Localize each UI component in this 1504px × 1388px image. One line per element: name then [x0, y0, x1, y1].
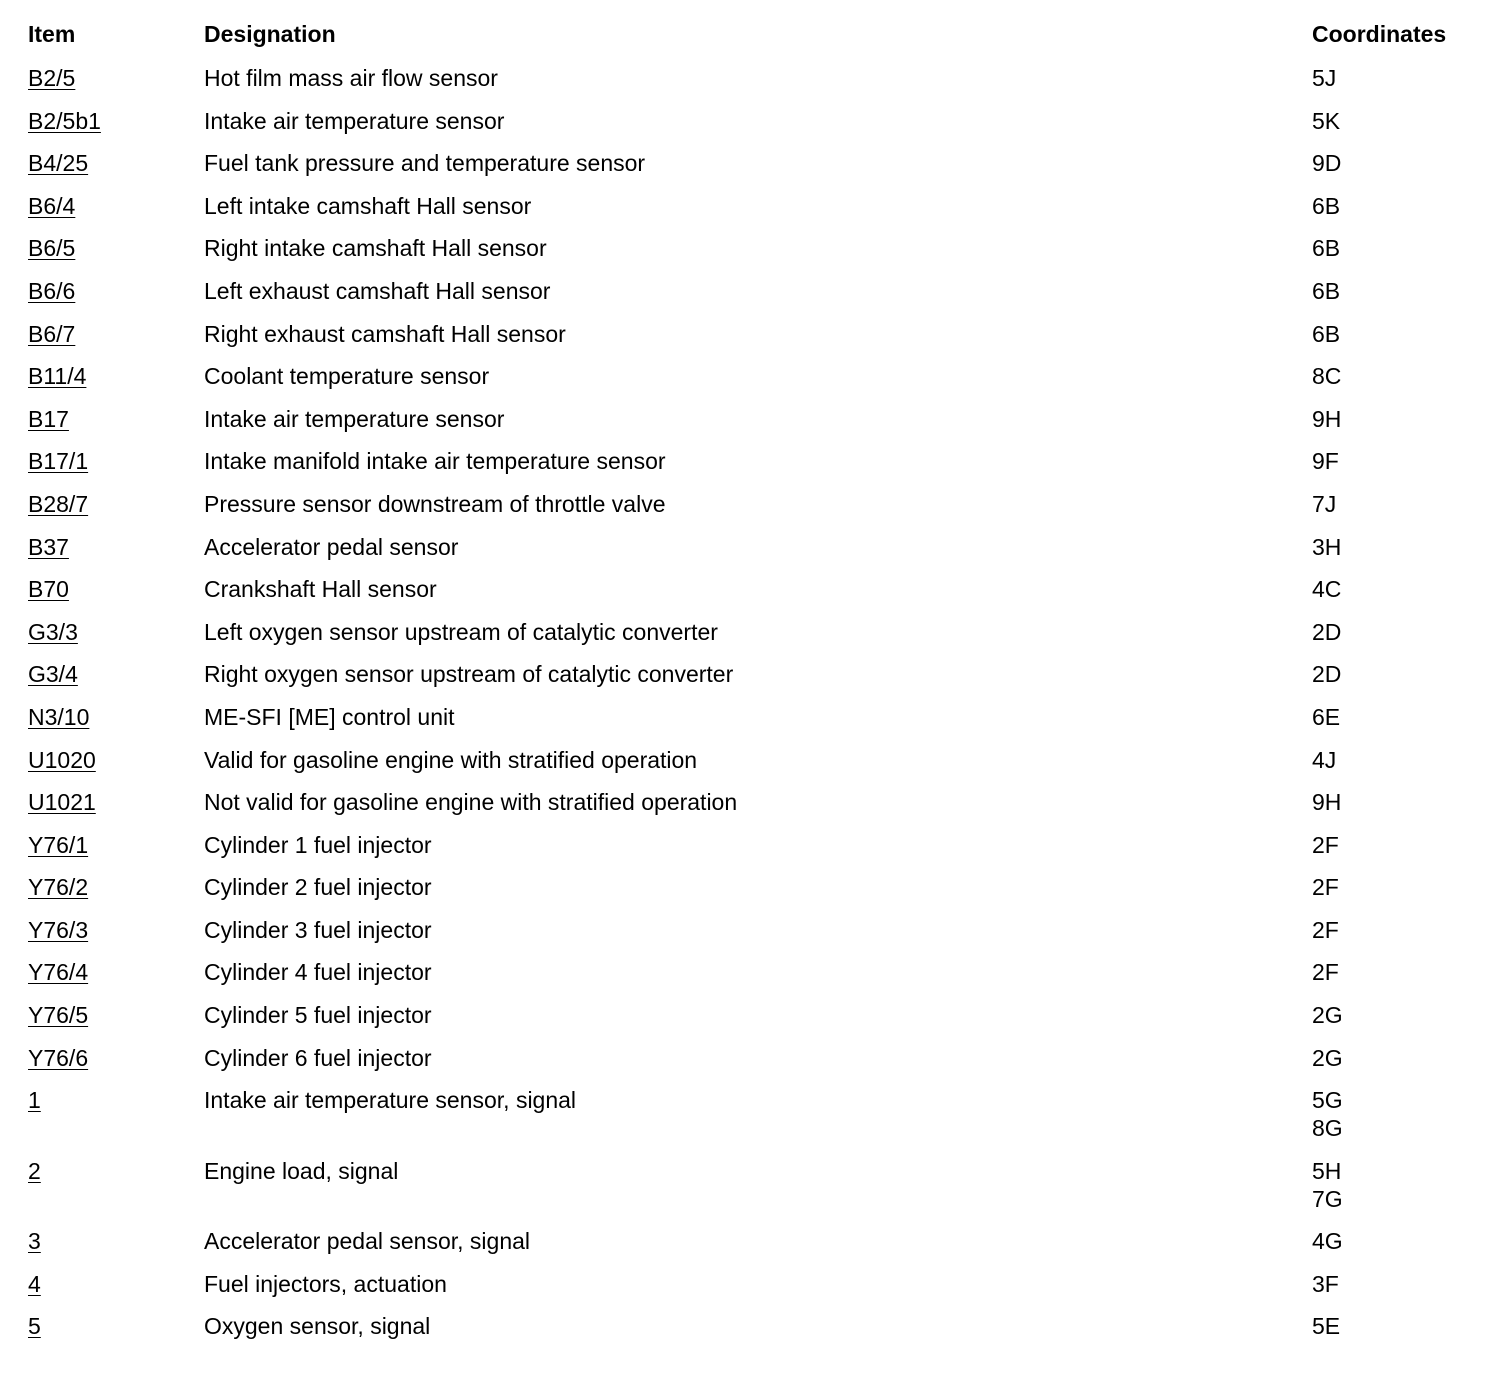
item-cell	[28, 447, 204, 475]
coordinates-cell	[1312, 746, 1488, 774]
coordinates-cell	[1312, 192, 1488, 220]
table-row	[28, 788, 1488, 831]
designation-cell: Intake air temperature sensor	[204, 405, 505, 432]
coordinates-cell	[1312, 1157, 1488, 1213]
table-row	[28, 362, 1488, 405]
designation-cell: Crankshaft Hall sensor	[204, 576, 437, 603]
item-link[interactable]: Y76/1	[28, 831, 89, 858]
designation-cell: Cylinder 3 fuel injector	[204, 916, 432, 943]
designation-cell: Intake air temperature sensor, signal	[204, 1087, 577, 1114]
item-link[interactable]: 2	[28, 1157, 41, 1184]
coordinate-value: 4J	[1312, 746, 1337, 773]
item-link[interactable]: B17	[28, 405, 69, 432]
item-link[interactable]: B2/5b1	[28, 107, 101, 134]
coordinate-value: 7G	[1312, 1185, 1343, 1212]
designation-cell: Cylinder 6 fuel injector	[204, 1044, 432, 1071]
coordinates-cell	[1312, 1270, 1488, 1298]
coordinate-value: 5E	[1312, 1313, 1341, 1340]
table-row	[28, 703, 1488, 746]
coordinates-cell	[1312, 277, 1488, 305]
item-link[interactable]: U1021	[28, 789, 96, 816]
item-link[interactable]: B6/6	[28, 277, 76, 304]
coordinates-cell	[1312, 958, 1488, 986]
table-row	[28, 873, 1488, 916]
item-cell	[28, 1001, 204, 1029]
item-cell	[28, 362, 204, 390]
item-link[interactable]: B37	[28, 533, 69, 560]
coordinates-cell	[1312, 405, 1488, 433]
item-link[interactable]: Y76/6	[28, 1044, 89, 1071]
coordinate-value: 3F	[1312, 1270, 1339, 1297]
coordinate-value: 6B	[1312, 277, 1341, 304]
designation-cell: Accelerator pedal sensor, signal	[204, 1228, 531, 1255]
table-row	[28, 107, 1488, 150]
coordinate-value: 8G	[1312, 1115, 1343, 1142]
table-row	[28, 1312, 1488, 1355]
item-cell	[28, 788, 204, 816]
header-designation: Designation	[204, 21, 336, 47]
designation-cell: Cylinder 2 fuel injector	[204, 874, 432, 901]
item-cell	[28, 746, 204, 774]
designation-cell: Left intake camshaft Hall sensor	[204, 192, 532, 219]
designation-cell: Cylinder 5 fuel injector	[204, 1002, 432, 1029]
coordinates-cell	[1312, 1312, 1488, 1340]
coordinates-cell	[1312, 873, 1488, 901]
coordinates-cell	[1312, 362, 1488, 390]
coordinate-value: 9F	[1312, 448, 1339, 475]
header-coordinates: Coordinates	[1312, 21, 1447, 47]
coordinate-value: 3H	[1312, 533, 1342, 560]
coordinate-value: 2F	[1312, 831, 1339, 858]
table-row	[28, 1157, 1488, 1228]
designation-cell: Right exhaust camshaft Hall sensor	[204, 320, 566, 347]
item-link[interactable]: U1020	[28, 746, 96, 773]
item-cell	[28, 320, 204, 348]
coordinates-cell	[1312, 660, 1488, 688]
coordinate-value: 9H	[1312, 789, 1342, 816]
table-row	[28, 192, 1488, 235]
coordinate-value: 6E	[1312, 703, 1341, 730]
item-link[interactable]: B17/1	[28, 448, 89, 475]
item-cell	[28, 916, 204, 944]
item-link[interactable]: B6/7	[28, 320, 76, 347]
designation-cell: Fuel tank pressure and temperature sensor	[204, 150, 646, 177]
table-row	[28, 1086, 1488, 1157]
coordinate-value: 2D	[1312, 618, 1342, 645]
item-link[interactable]: Y76/3	[28, 916, 89, 943]
coordinates-cell	[1312, 703, 1488, 731]
designation-cell: Left oxygen sensor upstream of catalytic converter	[204, 618, 718, 645]
table-row	[28, 320, 1488, 363]
item-link[interactable]: Y76/4	[28, 959, 89, 986]
item-cell	[28, 1086, 204, 1114]
item-cell	[28, 1312, 204, 1340]
designation-cell: Coolant temperature sensor	[204, 363, 490, 390]
table-row	[28, 234, 1488, 277]
item-cell	[28, 64, 204, 92]
table-header	[28, 20, 1488, 64]
table-row	[28, 490, 1488, 533]
coordinate-value: 7J	[1312, 490, 1337, 517]
item-link[interactable]: N3/10	[28, 703, 90, 730]
item-cell	[28, 1157, 204, 1185]
item-link[interactable]: B70	[28, 576, 69, 603]
item-link[interactable]: 1	[28, 1087, 41, 1114]
item-cell	[28, 873, 204, 901]
item-cell	[28, 405, 204, 433]
item-cell	[28, 192, 204, 220]
table-row	[28, 64, 1488, 107]
item-cell	[28, 533, 204, 561]
item-link[interactable]: 5	[28, 1313, 41, 1340]
designation-cell: Oxygen sensor, signal	[204, 1313, 431, 1340]
coordinate-value: 6B	[1312, 235, 1341, 262]
coordinates-cell	[1312, 831, 1488, 859]
item-link[interactable]: Y76/5	[28, 1002, 89, 1029]
item-link[interactable]: G3/3	[28, 618, 78, 645]
header-item: Item	[28, 21, 76, 47]
coordinates-cell	[1312, 1227, 1488, 1255]
table-row	[28, 958, 1488, 1001]
table-row	[28, 1270, 1488, 1313]
designation-cell: ME-SFI [ME] control unit	[204, 703, 455, 730]
table-row	[28, 916, 1488, 959]
item-cell	[28, 703, 204, 731]
coordinate-value: 5G	[1312, 1087, 1343, 1114]
item-cell	[28, 277, 204, 305]
item-link[interactable]: Y76/2	[28, 874, 89, 901]
coordinates-cell	[1312, 618, 1488, 646]
coordinates-cell	[1312, 447, 1488, 475]
item-link[interactable]: 4	[28, 1270, 41, 1297]
table-row	[28, 1227, 1488, 1270]
coordinate-value: 5J	[1312, 65, 1337, 91]
item-cell	[28, 958, 204, 986]
coordinates-cell	[1312, 1001, 1488, 1029]
item-cell	[28, 1270, 204, 1298]
designation-cell: Fuel injectors, actuation	[204, 1270, 447, 1297]
table-row	[28, 447, 1488, 490]
item-link[interactable]: B6/4	[28, 192, 76, 219]
coordinates-cell	[1312, 1044, 1488, 1072]
coordinates-cell	[1312, 64, 1488, 92]
item-link[interactable]: B6/5	[28, 235, 76, 262]
coordinate-value: 6B	[1312, 192, 1341, 219]
coordinates-cell	[1312, 234, 1488, 262]
item-cell	[28, 107, 204, 135]
item-link[interactable]: B2/5	[28, 65, 76, 91]
coordinate-value: 4C	[1312, 576, 1342, 603]
designation-cell: Left exhaust camshaft Hall sensor	[204, 277, 551, 304]
coordinate-value: 5K	[1312, 107, 1341, 134]
coordinate-value: 9H	[1312, 405, 1342, 432]
item-link[interactable]: B11/4	[28, 363, 87, 390]
item-cell	[28, 149, 204, 177]
table-row	[28, 405, 1488, 448]
item-cell	[28, 618, 204, 646]
table-row	[28, 533, 1488, 576]
designation-cell: Accelerator pedal sensor	[204, 533, 459, 560]
designation-cell: Engine load, signal	[204, 1157, 399, 1184]
coordinates-cell	[1312, 149, 1488, 177]
table-row	[28, 277, 1488, 320]
coordinate-value: 5H	[1312, 1157, 1342, 1184]
coordinate-value: 2D	[1312, 661, 1342, 688]
table-row	[28, 575, 1488, 618]
coordinate-value: 2F	[1312, 874, 1339, 901]
coordinates-cell	[1312, 107, 1488, 135]
coordinates-cell	[1312, 575, 1488, 603]
coordinate-value: 2G	[1312, 1002, 1343, 1029]
table-row	[28, 660, 1488, 703]
designation-cell: Intake manifold intake air temperature sensor	[204, 448, 666, 475]
designation-cell: Not valid for gasoline engine with stratified operation	[204, 789, 738, 816]
legend-table	[28, 20, 1488, 1355]
coordinate-value: 9D	[1312, 150, 1342, 177]
designation-cell: Cylinder 1 fuel injector	[204, 831, 432, 858]
designation-cell: Right oxygen sensor upstream of catalytic converter	[204, 661, 734, 688]
item-link[interactable]: G3/4	[28, 661, 78, 688]
coordinate-value: 2G	[1312, 1044, 1343, 1071]
coordinates-cell	[1312, 916, 1488, 944]
designation-cell: Valid for gasoline engine with stratified operation	[204, 746, 698, 773]
item-cell	[28, 490, 204, 518]
designation-cell: Pressure sensor downstream of throttle valve	[204, 490, 666, 517]
designation-cell: Hot film mass air flow sensor	[204, 65, 498, 91]
coordinate-value: 2F	[1312, 916, 1339, 943]
coordinates-cell	[1312, 533, 1488, 561]
table-row	[28, 618, 1488, 661]
coordinate-value: 2F	[1312, 959, 1339, 986]
item-link[interactable]: B28/7	[28, 490, 89, 517]
coordinates-cell	[1312, 490, 1488, 518]
item-cell	[28, 234, 204, 262]
table-row	[28, 149, 1488, 192]
item-cell	[28, 660, 204, 688]
table-row	[28, 1044, 1488, 1087]
coordinates-cell	[1312, 320, 1488, 348]
item-cell	[28, 1044, 204, 1072]
coordinates-cell	[1312, 1086, 1488, 1142]
table-row	[28, 831, 1488, 874]
item-cell	[28, 831, 204, 859]
item-cell	[28, 575, 204, 603]
item-link[interactable]: 3	[28, 1228, 41, 1255]
item-cell	[28, 1227, 204, 1255]
designation-cell: Cylinder 4 fuel injector	[204, 959, 432, 986]
coordinate-value: 6B	[1312, 320, 1341, 347]
table-row	[28, 746, 1488, 789]
table-row	[28, 1001, 1488, 1044]
coordinates-cell	[1312, 788, 1488, 816]
designation-cell: Right intake camshaft Hall sensor	[204, 235, 547, 262]
coordinate-value: 4G	[1312, 1228, 1343, 1255]
item-link[interactable]: B4/25	[28, 150, 89, 177]
designation-cell: Intake air temperature sensor	[204, 107, 505, 134]
coordinate-value: 8C	[1312, 363, 1342, 390]
table-body	[28, 64, 1488, 1355]
